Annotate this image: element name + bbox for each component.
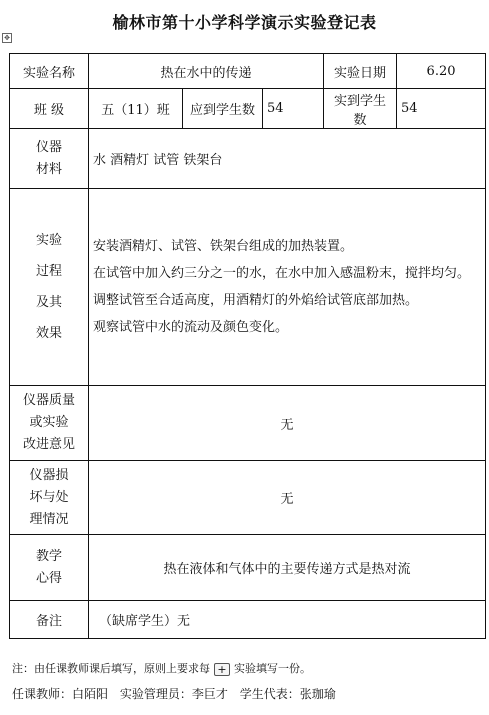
damage-label-line2: 坏与处 [29, 489, 69, 505]
registration-table [9, 53, 486, 639]
actual-students-value[interactable]: 54 [397, 89, 486, 129]
process-label-line2: 过程 [35, 264, 62, 279]
process-label-line3: 及其 [35, 295, 62, 310]
add-row-icon[interactable]: + [214, 663, 230, 676]
quality-label [10, 386, 89, 461]
remarks-label: 备注 [10, 601, 89, 639]
page-title: 榆林市第十小学科学演示实验登记表 [112, 13, 377, 32]
row-damage [10, 461, 486, 535]
damage-label-line1: 仪器损 [29, 467, 69, 483]
materials-label [10, 129, 89, 189]
process-value[interactable] [89, 189, 486, 386]
reflection-label [10, 535, 89, 601]
row-class [10, 89, 486, 129]
class-label: 班 级 [10, 89, 89, 129]
materials-value[interactable]: 水 酒精灯 试管 铁架台 [89, 129, 486, 189]
reflection-label-line1: 教学 [35, 548, 62, 564]
class-value[interactable]: 五（11）班 [89, 89, 183, 129]
row-experiment-name [10, 54, 486, 89]
admin-signature: 实验管理员：李巨才 [119, 687, 228, 701]
experiment-date-value[interactable]: 6.20 [397, 54, 486, 89]
materials-label-line2: 材料 [35, 161, 62, 177]
actual-students-label: 实到学生数 [324, 89, 397, 129]
reflection-label-line2: 心得 [35, 570, 62, 586]
experiment-name-value[interactable]: 热在水中的传递 [89, 54, 324, 89]
materials-label-line1: 仪器 [35, 139, 62, 155]
damage-label [10, 461, 89, 535]
footnote-after: 实验填写一份。 [234, 662, 311, 675]
quality-value[interactable]: 无 [89, 386, 486, 461]
teacher-signature: 任课教师：白陌阳 [12, 687, 109, 701]
footnote-before: 注：由任课教师课后填写，原则上要求每 [12, 662, 210, 675]
row-quality [10, 386, 486, 461]
reflection-value[interactable]: 热在液体和气体中的主要传递方式是热对流 [89, 535, 486, 601]
process-step: 安装酒精灯、试管、铁架台组成的加热装置。 [93, 239, 354, 254]
process-step: 调整试管至合适高度，用酒精灯的外焰给试管底部加热。 [93, 293, 419, 308]
process-label-line1: 实验 [35, 233, 62, 248]
student-signature: 学生代表：张珈瑜 [239, 687, 336, 701]
process-step: 在试管中加入约三分之一的水，在水中加入感温粉末，搅拌均匀。 [93, 266, 471, 281]
table-move-handle-icon[interactable]: ✥ [2, 33, 12, 43]
row-process [10, 189, 486, 386]
quality-label-line1: 仪器质量 [22, 393, 75, 408]
row-reflection [10, 535, 486, 601]
row-remarks [10, 601, 486, 639]
footnote [12, 660, 311, 676]
expected-students-value[interactable]: 54 [263, 89, 324, 129]
damage-value[interactable]: 无 [89, 461, 486, 535]
damage-label-line3: 理情况 [29, 511, 69, 527]
experiment-name-label: 实验名称 [10, 54, 89, 89]
process-label [10, 189, 89, 386]
experiment-date-label: 实验日期 [324, 54, 397, 89]
process-step: 观察试管中水的流动及颜色变化。 [93, 320, 289, 335]
process-label-line4: 效果 [35, 326, 62, 341]
signature-line [12, 685, 336, 702]
expected-students-label: 应到学生数 [183, 89, 263, 129]
remarks-value[interactable]: （缺席学生）无 [89, 601, 486, 639]
quality-label-line3: 改进意见 [22, 437, 75, 452]
quality-label-line2: 或实验 [29, 415, 69, 430]
row-materials [10, 129, 486, 189]
